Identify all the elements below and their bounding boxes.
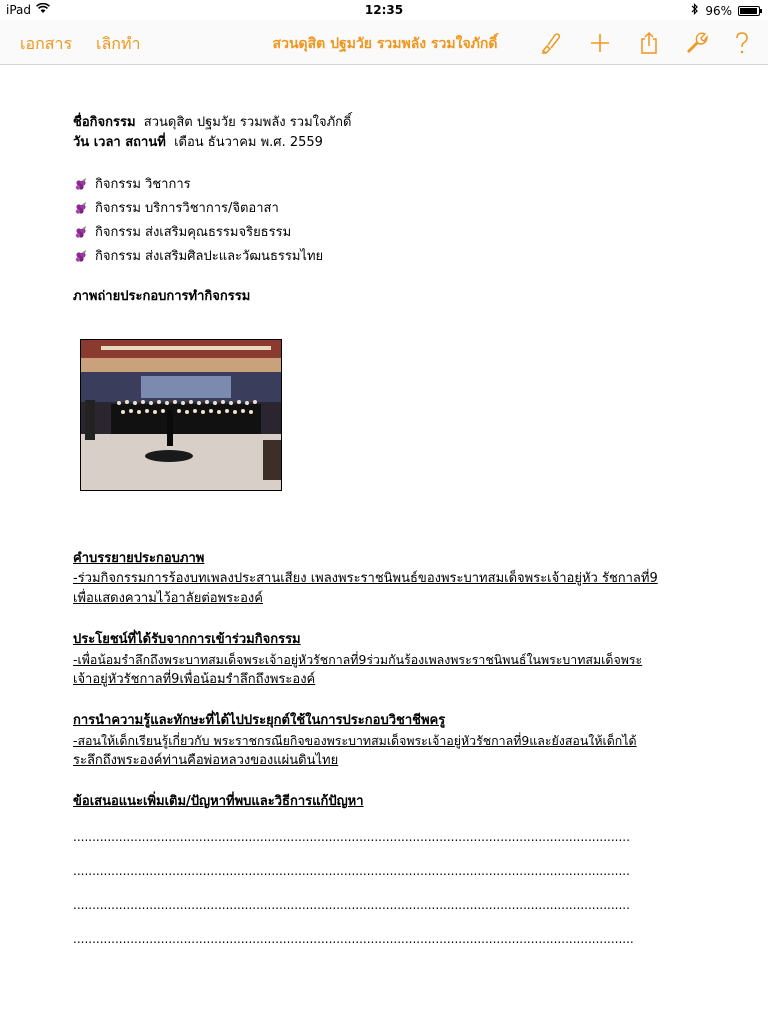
- list-item: [73, 197, 693, 221]
- paintbrush-icon[interactable]: [537, 30, 563, 56]
- help-icon[interactable]: [729, 30, 755, 56]
- plus-icon[interactable]: [587, 30, 613, 56]
- suggestion-lines[interactable]: [73, 830, 693, 946]
- datetime-label: วัน เวลา สถานที่: [73, 135, 166, 150]
- caption-section: [73, 549, 693, 609]
- activity-type-list: [73, 173, 693, 269]
- document-canvas[interactable]: [0, 65, 768, 1024]
- toolbar: [0, 20, 768, 65]
- status-right: [691, 3, 760, 18]
- benefit-heading: ประโยชน์ที่ได้รับจากการเข้าร่วมกิจกรรม: [73, 632, 301, 647]
- dotted-line: ..................................................................................................................................................: [73, 830, 630, 844]
- battery-fill: [740, 8, 757, 14]
- suggestion-heading: ข้อเสนอแนะเพิ่มเติม/ปัญหาที่พบและวิธีการแก้ปัญหา: [73, 794, 364, 809]
- choir-photo-image: [81, 340, 281, 490]
- activity-name-label: ชื่อกิจกรรม: [73, 115, 136, 130]
- list-item: [73, 173, 693, 197]
- benefit-section: [73, 630, 693, 690]
- apply-line-1: -สอนให้เด็กเรียนรู้เกี่ยวกับ พระราชกรณียกิจของพระบาทสมเด็จพระเจ้าอยู่หัวรัชกาลที่9และยังสอนให้เด็กได้: [73, 733, 637, 748]
- apply-heading: การนำความรู้และทักษะที่ได้ไปประยุกต์ใช้ในการประกอบวิชาชีพครู: [73, 713, 446, 728]
- datetime-row: [73, 133, 693, 153]
- status-bar: [0, 0, 768, 20]
- activity-type-label: กิจกรรม วิชาการ: [95, 177, 191, 192]
- battery-percent: 96%: [705, 3, 732, 18]
- device-name: iPad: [6, 3, 32, 17]
- caption-heading: คำบรรยายประกอบภาพ: [73, 551, 205, 566]
- dotted-line: ...................................................................................................................................................: [73, 932, 634, 946]
- caption-line-2: เพื่อแสดงความไว้อาลัยต่อพระองค์: [73, 591, 263, 606]
- activity-header: [73, 113, 693, 153]
- activity-type-label: กิจกรรม ส่งเสริมคุณธรรมจริยธรรม: [95, 225, 292, 240]
- datetime-value: เดือน ธันวาคม พ.ศ. 2559: [174, 135, 323, 150]
- caption-line-1: -ร่วมกิจกรรมการร้องบทเพลงประสานเสียง เพลงพระราชนิพนธ์ของพระบาทสมเด็จพระเจ้าอยู่หัว รัชกาลที่9: [73, 571, 658, 586]
- status-time: 12:35: [364, 3, 404, 17]
- bluetooth-icon: [691, 3, 699, 18]
- documents-button[interactable]: เอกสาร: [20, 34, 73, 53]
- activity-type-label: กิจกรรม บริการวิชาการ/จิตอาสา: [95, 201, 279, 216]
- document-title: สวนดุสิต ปฐมวัย รวมพลัง รวมใจภักดิ์: [272, 36, 498, 52]
- apply-section: [73, 711, 693, 771]
- list-item: [73, 245, 693, 269]
- share-icon[interactable]: [636, 30, 662, 56]
- activity-photo[interactable]: [80, 339, 282, 491]
- benefit-line-2: เจ้าอยู่หัวรัชกาลที่9เพื่อน้อมรำลึกถึงพระองค์: [73, 672, 316, 687]
- grapes-icon: [73, 249, 89, 265]
- activity-name-value: สวนดุสิต ปฐมวัย รวมพลัง รวมใจภักดิ์: [143, 115, 352, 130]
- apply-line-2: ระลึกถึงพระองค์ท่านคือพ่อหลวงของแผ่นดินไทย: [73, 753, 339, 768]
- suggestion-section: [73, 792, 693, 812]
- activity-type-label: กิจกรรม ส่งเสริมศิลปะและวัฒนธรรมไทย: [95, 249, 324, 264]
- photo-heading: ภาพถ่ายประกอบการทำกิจกรรม: [73, 289, 251, 304]
- wrench-icon[interactable]: [683, 30, 709, 56]
- dotted-line: ..................................................................................................................................................: [73, 898, 630, 912]
- grapes-icon: [73, 201, 89, 217]
- grapes-icon: [73, 177, 89, 193]
- list-item: [73, 221, 693, 245]
- grapes-icon: [73, 225, 89, 241]
- battery-icon: [738, 6, 760, 16]
- undo-button[interactable]: เลิกทำ: [96, 34, 141, 53]
- benefit-line-1: -เพื่อน้อมรำลึกถึงพระบาทสมเด็จพระเจ้าอยู่หัวรัชกาลที่9ร่วมกันร้องเพลงพระราชนิพนธ์ในพระบาทสมเด็จพระ: [73, 652, 643, 667]
- dotted-line: ..................................................................................................................................................: [73, 864, 630, 878]
- activity-name-row: [73, 113, 693, 133]
